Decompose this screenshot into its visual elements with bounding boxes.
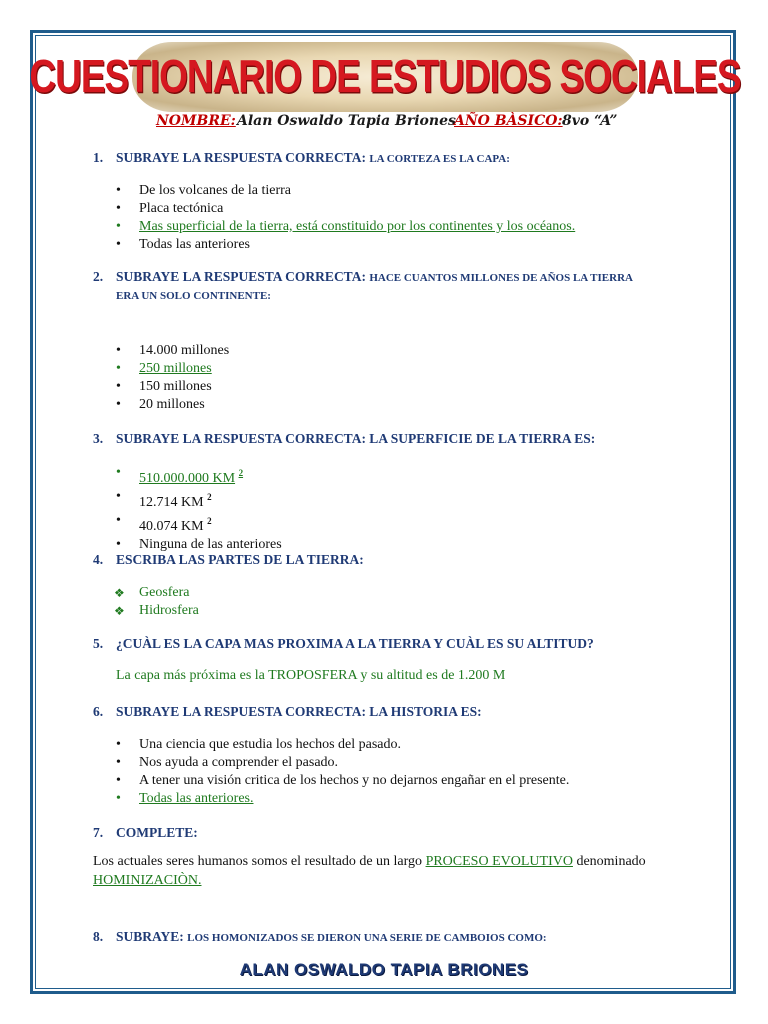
question-1 (93, 149, 723, 168)
q4-answers (114, 584, 199, 620)
list-item: • A tener una visión critica de los hechos y no dejarnos engañar en el presente. (114, 772, 569, 790)
list-item: • De los volcanes de la tierra (114, 182, 575, 200)
question-7 (93, 824, 723, 842)
question-text-cont: ERA UN SOLO CONTINENTE: (116, 290, 271, 302)
name-label: NOMBRE: (156, 113, 236, 129)
question-text: COMPLETE: (116, 825, 198, 840)
question-text: ESCRIBA LAS PARTES DE LA TIERRA: (116, 552, 364, 567)
footer-author: ALAN OSWALDO TAPIA BRIONES (239, 960, 529, 979)
fill-in-answer: PROCESO EVOLUTIVO (425, 854, 573, 869)
question-6 (93, 703, 723, 721)
q7-paragraph: Los actuales seres humanos somos el resultado de un largo PROCESO EVOLUTIVO denominado HOMINIZACIÒN. (93, 854, 646, 888)
list-item: • 40.074 KM $^2$ (114, 512, 282, 536)
q6-options (114, 736, 569, 808)
question-lead: SUBRAYE LA RESPUESTA CORRECTA: (116, 269, 366, 284)
name-value: Alan Oswaldo Tapia Briones (237, 113, 456, 129)
question-lead: SUBRAYE: (116, 929, 184, 944)
correct-answer: • Mas superficial de la tierra, está constituido por los continentes y los océanos. (114, 218, 575, 236)
question-text: LA CORTEZA ES LA CAPA: (369, 153, 510, 165)
correct-answer: • 250 millones (114, 360, 229, 378)
question-number: 7. (93, 825, 104, 840)
question-number: 5. (93, 636, 104, 651)
student-info (0, 113, 768, 135)
question-number: 4. (93, 552, 104, 567)
question-text: LOS HOMONIZADOS SE DIERON UNA SERIE DE CAMBOIOS COMO: (187, 932, 547, 944)
q5-answer: La capa más próxima es la TROPOSFERA y su altitud es de 1.200 M (116, 668, 506, 683)
list-item: • 12.714 KM $^2$ (114, 488, 282, 512)
q2-options (114, 342, 229, 414)
list-item: ❖ Hidrosfera (114, 602, 199, 620)
question-number: 8. (93, 929, 104, 944)
question-number: 6. (93, 704, 104, 719)
fill-in-answer: HOMINIZACIÒN. (93, 873, 202, 888)
question-number: 1. (93, 150, 104, 165)
list-item: • Todas las anteriores (114, 236, 575, 254)
question-3 (93, 430, 723, 448)
question-2 (93, 268, 723, 305)
list-item: • 14.000 millones (114, 342, 229, 360)
correct-answer: • 510.000.000 KM $^2$ (114, 464, 282, 488)
list-item: • Nos ayuda a comprender el pasado. (114, 754, 569, 772)
document-title: CUESTIONARIO DE ESTUDIOS SOCIALES (29, 50, 741, 102)
question-lead: SUBRAYE LA RESPUESTA CORRECTA: (116, 150, 366, 165)
correct-answer: • Todas las anteriores. (114, 790, 569, 808)
question-5 (93, 635, 723, 653)
list-item: • Placa tectónica (114, 200, 575, 218)
question-number: 2. (93, 269, 104, 284)
grade-label: AÑO BÀSICO: (454, 113, 563, 129)
question-text: SUBRAYE LA RESPUESTA CORRECTA: LA HISTORIA ES: (116, 704, 482, 719)
list-item: • 150 millones (114, 378, 229, 396)
question-4 (93, 551, 723, 569)
grade-value: 8vo “A” (562, 113, 618, 129)
list-item: • Una ciencia que estudia los hechos del pasado. (114, 736, 569, 754)
list-item: • Ninguna de las anteriores (114, 536, 282, 554)
question-text: ¿CUÀL ES LA CAPA MAS PROXIMA A LA TIERRA Y CUÀL ES SU ALTITUD? (116, 636, 594, 651)
list-item: ❖ Geosfera (114, 584, 199, 602)
question-8 (93, 928, 723, 947)
question-text: SUBRAYE LA RESPUESTA CORRECTA: LA SUPERFICIE DE LA TIERRA ES: (116, 431, 596, 446)
q3-options (114, 464, 282, 554)
question-number: 3. (93, 431, 104, 446)
q1-options (114, 182, 575, 254)
list-item: • 20 millones (114, 396, 229, 414)
question-text: HACE CUANTOS MILLONES DE AÑOS LA TIERRA (369, 272, 633, 284)
title-banner (29, 42, 741, 112)
